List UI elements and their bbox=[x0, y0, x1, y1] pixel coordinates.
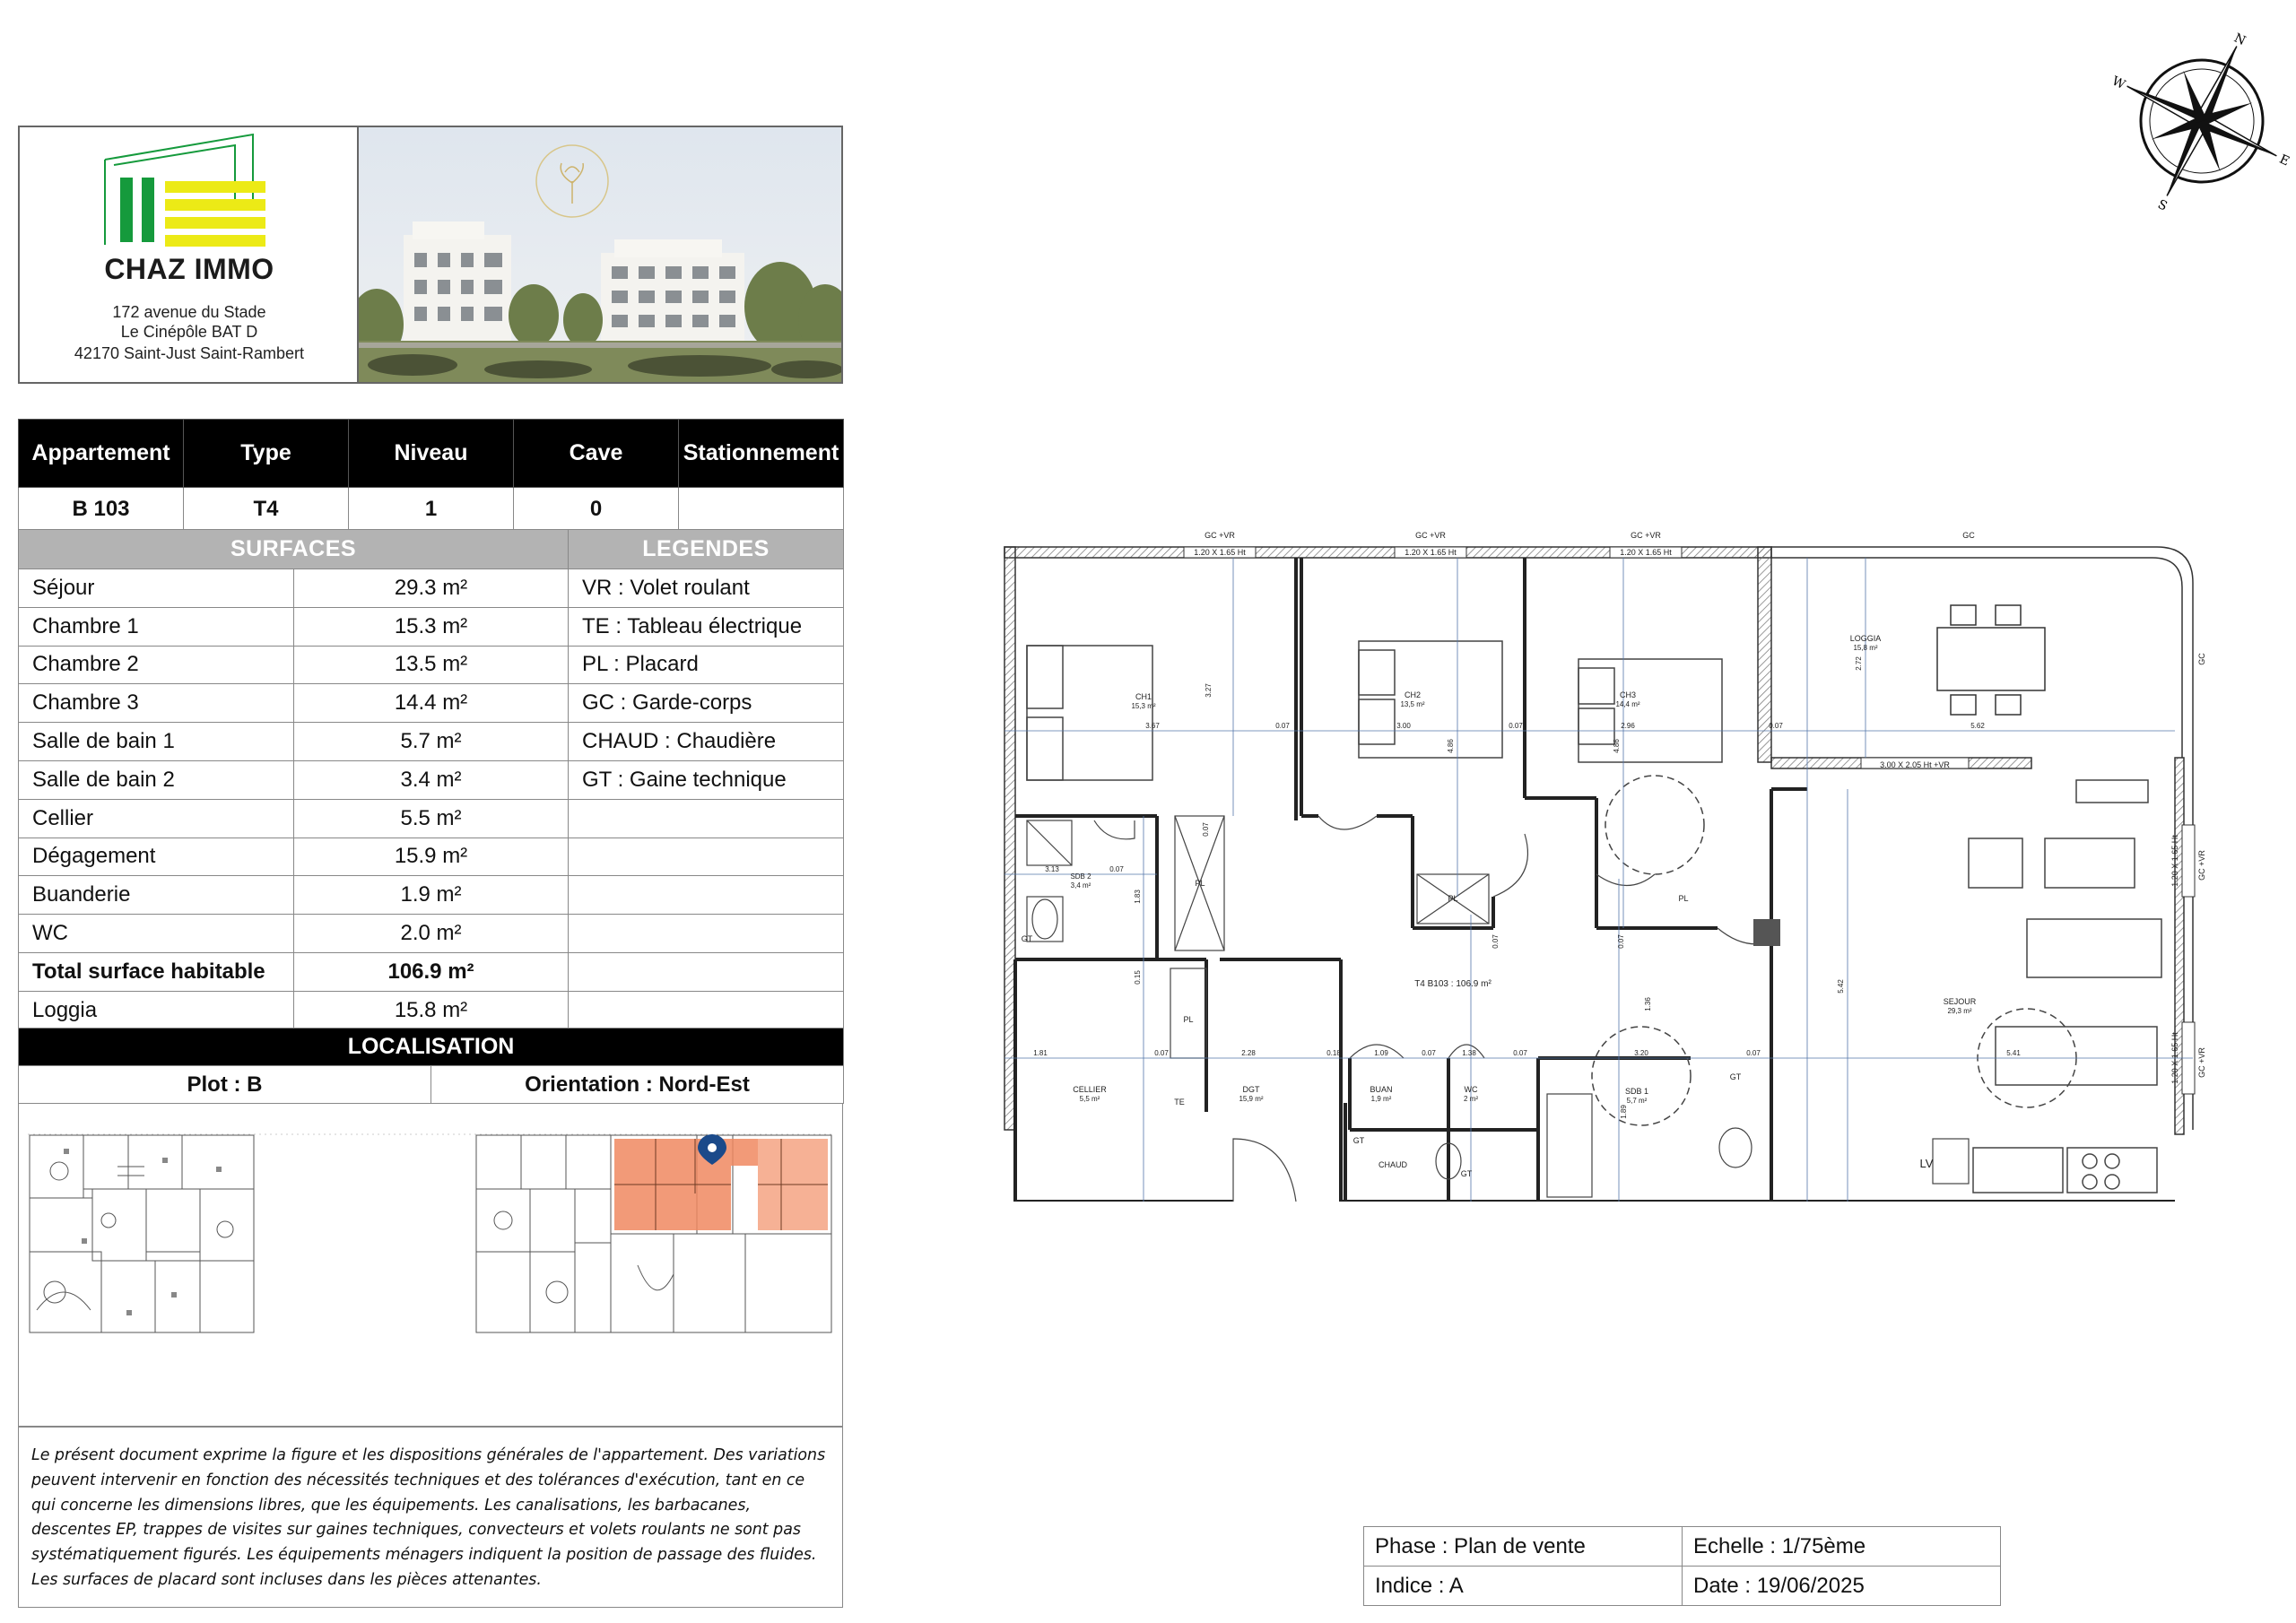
window-label: 1.20 X 1.65 Ht bbox=[2170, 1032, 2179, 1084]
apartment-title: T4 B103 : 106.9 m² bbox=[1414, 979, 1492, 989]
technical-shaft-mark bbox=[1753, 919, 1780, 946]
legend-entry: PL : Placard bbox=[569, 646, 844, 684]
dimension-value: 0.07 bbox=[1509, 722, 1523, 730]
compass-rose-icon bbox=[2108, 27, 2296, 215]
surface-value: 15.9 m² bbox=[294, 838, 569, 876]
room-ch2 bbox=[1400, 690, 1424, 708]
svg-text:CH3: CH3 bbox=[1619, 690, 1637, 699]
dimension-value: 1.38 bbox=[1462, 1049, 1476, 1057]
dimension-figures bbox=[1033, 656, 2021, 1119]
bedroom-beds bbox=[1027, 641, 1722, 780]
svg-text:13,5 m²: 13,5 m² bbox=[1400, 700, 1425, 708]
disclaimer-text: Le présent document exprime la figure et les dispositions générales de l'appartement. Des variations peuvent intervenir en fonction des nécessités techniques et des tolérances d'exécution, tant en ce qui concerne les dimensions libres, que les équipements. Les canalisations, les barbacanes, descentes EP, trappes de visites sur gaines techniques, convecteurs et volets roulants ne sont pas systématiquement figurés. Les équipements ménagers indiquent la position de passage des fluides. Les surfaces de placard sont incluses dans les pièces attenantes. bbox=[31, 1446, 826, 1589]
svg-text:LOGGIA: LOGGIA bbox=[1849, 634, 1882, 643]
fixture-label: CHAUD bbox=[1378, 1160, 1408, 1169]
surface-label: Séjour bbox=[19, 569, 294, 608]
legend-entry: GT : Gaine technique bbox=[569, 760, 844, 799]
fixture-label: LV bbox=[1919, 1157, 1934, 1170]
surface-row bbox=[19, 646, 844, 684]
surface-row bbox=[19, 876, 844, 915]
legend-entry: VR : Volet roulant bbox=[569, 569, 844, 608]
interior-walls bbox=[1015, 558, 2175, 1202]
surface-label: Cellier bbox=[19, 799, 294, 838]
compass-east-label: E bbox=[2277, 152, 2292, 169]
svg-text:CH1: CH1 bbox=[1135, 692, 1152, 701]
company-address-line1: 172 avenue du Stade bbox=[112, 303, 266, 321]
fixture-label: TE bbox=[1174, 1098, 1185, 1107]
window-label: GC +VR bbox=[1631, 531, 1661, 540]
header-stationnement: Stationnement bbox=[679, 420, 844, 488]
header-cave: Cave bbox=[514, 420, 679, 488]
surface-label: Dégagement bbox=[19, 838, 294, 876]
legend-entry: TE : Tableau électrique bbox=[569, 607, 844, 646]
value-niveau: 1 bbox=[349, 488, 514, 531]
dimension-value: 5.62 bbox=[1970, 722, 1985, 730]
surface-label: Salle de bain 2 bbox=[19, 760, 294, 799]
svg-text:1,9 m²: 1,9 m² bbox=[1370, 1095, 1392, 1103]
window-label: 3.00 X 2.05 Ht +VR bbox=[1880, 760, 1950, 769]
dimension-value: 3.00 bbox=[1396, 722, 1411, 730]
compass-south-label: S bbox=[2155, 196, 2170, 214]
room-dgt bbox=[1239, 1085, 1263, 1103]
dimension-value: 3.67 bbox=[1145, 722, 1160, 730]
room-cellier bbox=[1073, 1085, 1107, 1103]
svg-text:14,4 m²: 14,4 m² bbox=[1615, 700, 1640, 708]
svg-text:BUAN: BUAN bbox=[1370, 1085, 1393, 1094]
fixture-label: PL bbox=[1448, 894, 1458, 903]
fixture-label: PL bbox=[1678, 894, 1689, 903]
svg-text:29,3 m²: 29,3 m² bbox=[1947, 1007, 1972, 1015]
dimension-value: 3.27 bbox=[1205, 683, 1213, 698]
dimension-value: 0.07 bbox=[1746, 1049, 1761, 1057]
dimension-value: 1.09 bbox=[1374, 1049, 1388, 1057]
surface-label: Buanderie bbox=[19, 876, 294, 915]
surface-value: 2.0 m² bbox=[294, 915, 569, 953]
window-label: 1.20 X 1.65 Ht bbox=[1405, 548, 1457, 557]
legend-entry: GC : Garde-corps bbox=[569, 684, 844, 723]
surface-value: 1.9 m² bbox=[294, 876, 569, 915]
loggia-table bbox=[1937, 605, 2045, 715]
dimension-value: 0.07 bbox=[1275, 722, 1290, 730]
echelle-label: Echelle : 1/75ème bbox=[1683, 1527, 2001, 1567]
window-label: 1.20 X 1.65 Ht bbox=[2170, 835, 2179, 887]
surface-row bbox=[19, 607, 844, 646]
svg-text:5,7 m²: 5,7 m² bbox=[1626, 1097, 1648, 1105]
plot-label: Plot : B bbox=[19, 1066, 431, 1104]
footer-table bbox=[1363, 1526, 2001, 1606]
fixture-label: GT bbox=[1460, 1169, 1473, 1178]
surface-value: 15.8 m² bbox=[294, 991, 569, 1029]
dimension-value: 2.72 bbox=[1855, 656, 1863, 671]
dimension-value: 0.07 bbox=[1422, 1049, 1436, 1057]
localisation-header: LOCALISATION bbox=[19, 1028, 844, 1066]
surface-row bbox=[19, 723, 844, 761]
surface-row bbox=[19, 799, 844, 838]
date-label: Date : 19/06/2025 bbox=[1683, 1567, 2001, 1606]
company-name: CHAZ IMMO bbox=[104, 253, 274, 285]
company-logo-block bbox=[20, 127, 359, 382]
dimension-value: 0.07 bbox=[1109, 865, 1124, 873]
surfaces-header-row bbox=[19, 530, 844, 569]
fixture-label: PL bbox=[1195, 879, 1205, 888]
svg-text:DGT: DGT bbox=[1242, 1085, 1260, 1094]
fixture-label: GT bbox=[1021, 934, 1033, 943]
svg-text:WC: WC bbox=[1464, 1085, 1478, 1094]
legend-entry bbox=[569, 991, 844, 1029]
closets bbox=[1170, 816, 1489, 1058]
legend-entry bbox=[569, 915, 844, 953]
room-sdb2 bbox=[1070, 872, 1091, 890]
surface-label: Chambre 3 bbox=[19, 684, 294, 723]
svg-text:3,4 m²: 3,4 m² bbox=[1070, 881, 1091, 890]
value-appartement: B 103 bbox=[19, 488, 184, 531]
window-labels bbox=[1194, 531, 2206, 1084]
dimension-value: 2.96 bbox=[1621, 722, 1635, 730]
orientation-label: Orientation : Nord-Est bbox=[431, 1066, 844, 1104]
company-logo-icon bbox=[83, 133, 298, 249]
surface-value: 5.7 m² bbox=[294, 723, 569, 761]
legend-entry: CHAUD : Chaudière bbox=[569, 723, 844, 761]
fixture-label: GT bbox=[1729, 1072, 1742, 1081]
header-type: Type bbox=[184, 420, 349, 488]
window-label: GC +VR bbox=[2197, 1047, 2206, 1078]
indice-label: Indice : A bbox=[1364, 1567, 1683, 1606]
surface-row bbox=[19, 991, 844, 1029]
surface-row bbox=[19, 915, 844, 953]
surface-label: Chambre 2 bbox=[19, 646, 294, 684]
legend-entry bbox=[569, 799, 844, 838]
dimension-value: 1.83 bbox=[1134, 890, 1142, 904]
window-label: GC bbox=[1962, 531, 1975, 540]
compass-north-label: N bbox=[2231, 30, 2248, 49]
dimension-value: 1.89 bbox=[1620, 1105, 1628, 1119]
room-ch3 bbox=[1615, 690, 1639, 708]
exterior-walls bbox=[1004, 547, 2184, 1134]
dimension-value: 0.07 bbox=[1513, 1049, 1527, 1057]
dimension-value: 0.07 bbox=[1769, 722, 1783, 730]
surface-value: 3.4 m² bbox=[294, 760, 569, 799]
window-label: GC bbox=[2197, 653, 2206, 665]
dimension-value: 4.86 bbox=[1447, 739, 1455, 753]
company-address-line2: Le Cinépôle BAT D bbox=[120, 323, 258, 341]
surface-label: Salle de bain 1 bbox=[19, 723, 294, 761]
dimension-value: 0.07 bbox=[1492, 934, 1500, 949]
dimension-value: 2.28 bbox=[1241, 1049, 1256, 1057]
svg-text:CELLIER: CELLIER bbox=[1073, 1085, 1107, 1094]
svg-text:SEJOUR: SEJOUR bbox=[1943, 997, 1977, 1006]
apartment-table-value-row bbox=[19, 488, 844, 531]
disclaimer-box bbox=[18, 1427, 843, 1608]
surface-label: Total surface habitable bbox=[19, 952, 294, 991]
surfaces-table bbox=[18, 529, 844, 1030]
dimension-value: 3.20 bbox=[1634, 1049, 1648, 1057]
localisation-plan-box bbox=[18, 1104, 843, 1427]
svg-text:15,8 m²: 15,8 m² bbox=[1853, 644, 1878, 652]
surface-label: WC bbox=[19, 915, 294, 953]
dimension-value: 0.15 bbox=[1134, 970, 1142, 985]
phase-label: Phase : Plan de vente bbox=[1364, 1527, 1683, 1567]
svg-text:SDB 2: SDB 2 bbox=[1070, 872, 1091, 881]
dimension-value: 4.86 bbox=[1613, 739, 1621, 753]
dimension-value: 0.07 bbox=[1154, 1049, 1169, 1057]
window-label: GC +VR bbox=[2197, 850, 2206, 881]
window-label: 1.20 X 1.65 Ht bbox=[1620, 548, 1672, 557]
dimension-value: 1.36 bbox=[1644, 997, 1652, 1011]
window-label: GC +VR bbox=[1415, 531, 1446, 540]
bathroom-fixtures bbox=[1027, 820, 1972, 1197]
dimension-value: 5.42 bbox=[1837, 979, 1845, 994]
room-sdb1 bbox=[1625, 1087, 1648, 1105]
window-label: 1.20 X 1.65 Ht bbox=[1194, 548, 1246, 557]
surface-row bbox=[19, 838, 844, 876]
surface-total-row bbox=[19, 952, 844, 991]
company-address-line3: 42170 Saint-Just Saint-Rambert bbox=[74, 344, 305, 362]
surface-value: 5.5 m² bbox=[294, 799, 569, 838]
dimension-value: 1.81 bbox=[1033, 1049, 1048, 1057]
svg-text:SDB 1: SDB 1 bbox=[1624, 1087, 1649, 1096]
surface-label: Chambre 1 bbox=[19, 607, 294, 646]
surface-value: 15.3 m² bbox=[294, 607, 569, 646]
fixture-label: GT bbox=[1352, 1136, 1365, 1145]
surface-row bbox=[19, 569, 844, 608]
living-room-furniture bbox=[1592, 776, 2161, 1193]
dimension-value: 5.41 bbox=[2006, 1049, 2021, 1057]
header-box bbox=[18, 126, 843, 384]
svg-text:CH2: CH2 bbox=[1404, 690, 1422, 699]
surface-value: 13.5 m² bbox=[294, 646, 569, 684]
legend-entry bbox=[569, 838, 844, 876]
surface-value: 14.4 m² bbox=[294, 684, 569, 723]
dimension-value: 3.13 bbox=[1045, 865, 1059, 873]
site-plan-thumbnail bbox=[28, 1131, 835, 1337]
legend-entry bbox=[569, 876, 844, 915]
room-buan bbox=[1370, 1085, 1392, 1103]
apartment-table-header-row bbox=[19, 420, 844, 488]
apartment-table bbox=[18, 419, 844, 531]
svg-text:15,3 m²: 15,3 m² bbox=[1131, 702, 1156, 710]
legendes-header: LEGENDES bbox=[569, 530, 844, 569]
svg-text:15,9 m²: 15,9 m² bbox=[1239, 1095, 1264, 1103]
surface-row bbox=[19, 684, 844, 723]
value-cave: 0 bbox=[514, 488, 679, 531]
value-type: T4 bbox=[184, 488, 349, 531]
dimension-value: 0.18 bbox=[1326, 1049, 1341, 1057]
building-rendering-image bbox=[359, 127, 841, 382]
surface-row bbox=[19, 760, 844, 799]
svg-text:5,5 m²: 5,5 m² bbox=[1079, 1095, 1100, 1103]
surfaces-header: SURFACES bbox=[19, 530, 569, 569]
value-stationnement bbox=[679, 488, 844, 531]
compass-west-label: W bbox=[2109, 74, 2128, 93]
window-label: GC +VR bbox=[1205, 531, 1235, 540]
dimension-value: 0.07 bbox=[1202, 822, 1210, 837]
surface-value: 106.9 m² bbox=[294, 952, 569, 991]
header-niveau: Niveau bbox=[349, 420, 514, 488]
dimension-value: 0.07 bbox=[1617, 934, 1625, 949]
fixture-label: PL bbox=[1183, 1015, 1194, 1024]
floor-plan bbox=[1000, 520, 2296, 1202]
header-appartement: Appartement bbox=[19, 420, 184, 488]
surface-label: Loggia bbox=[19, 991, 294, 1029]
surface-value: 29.3 m² bbox=[294, 569, 569, 608]
svg-text:2 m²: 2 m² bbox=[1464, 1095, 1478, 1103]
legend-entry bbox=[569, 952, 844, 991]
room-sejour bbox=[1944, 997, 1977, 1015]
localisation-table bbox=[18, 1028, 844, 1104]
